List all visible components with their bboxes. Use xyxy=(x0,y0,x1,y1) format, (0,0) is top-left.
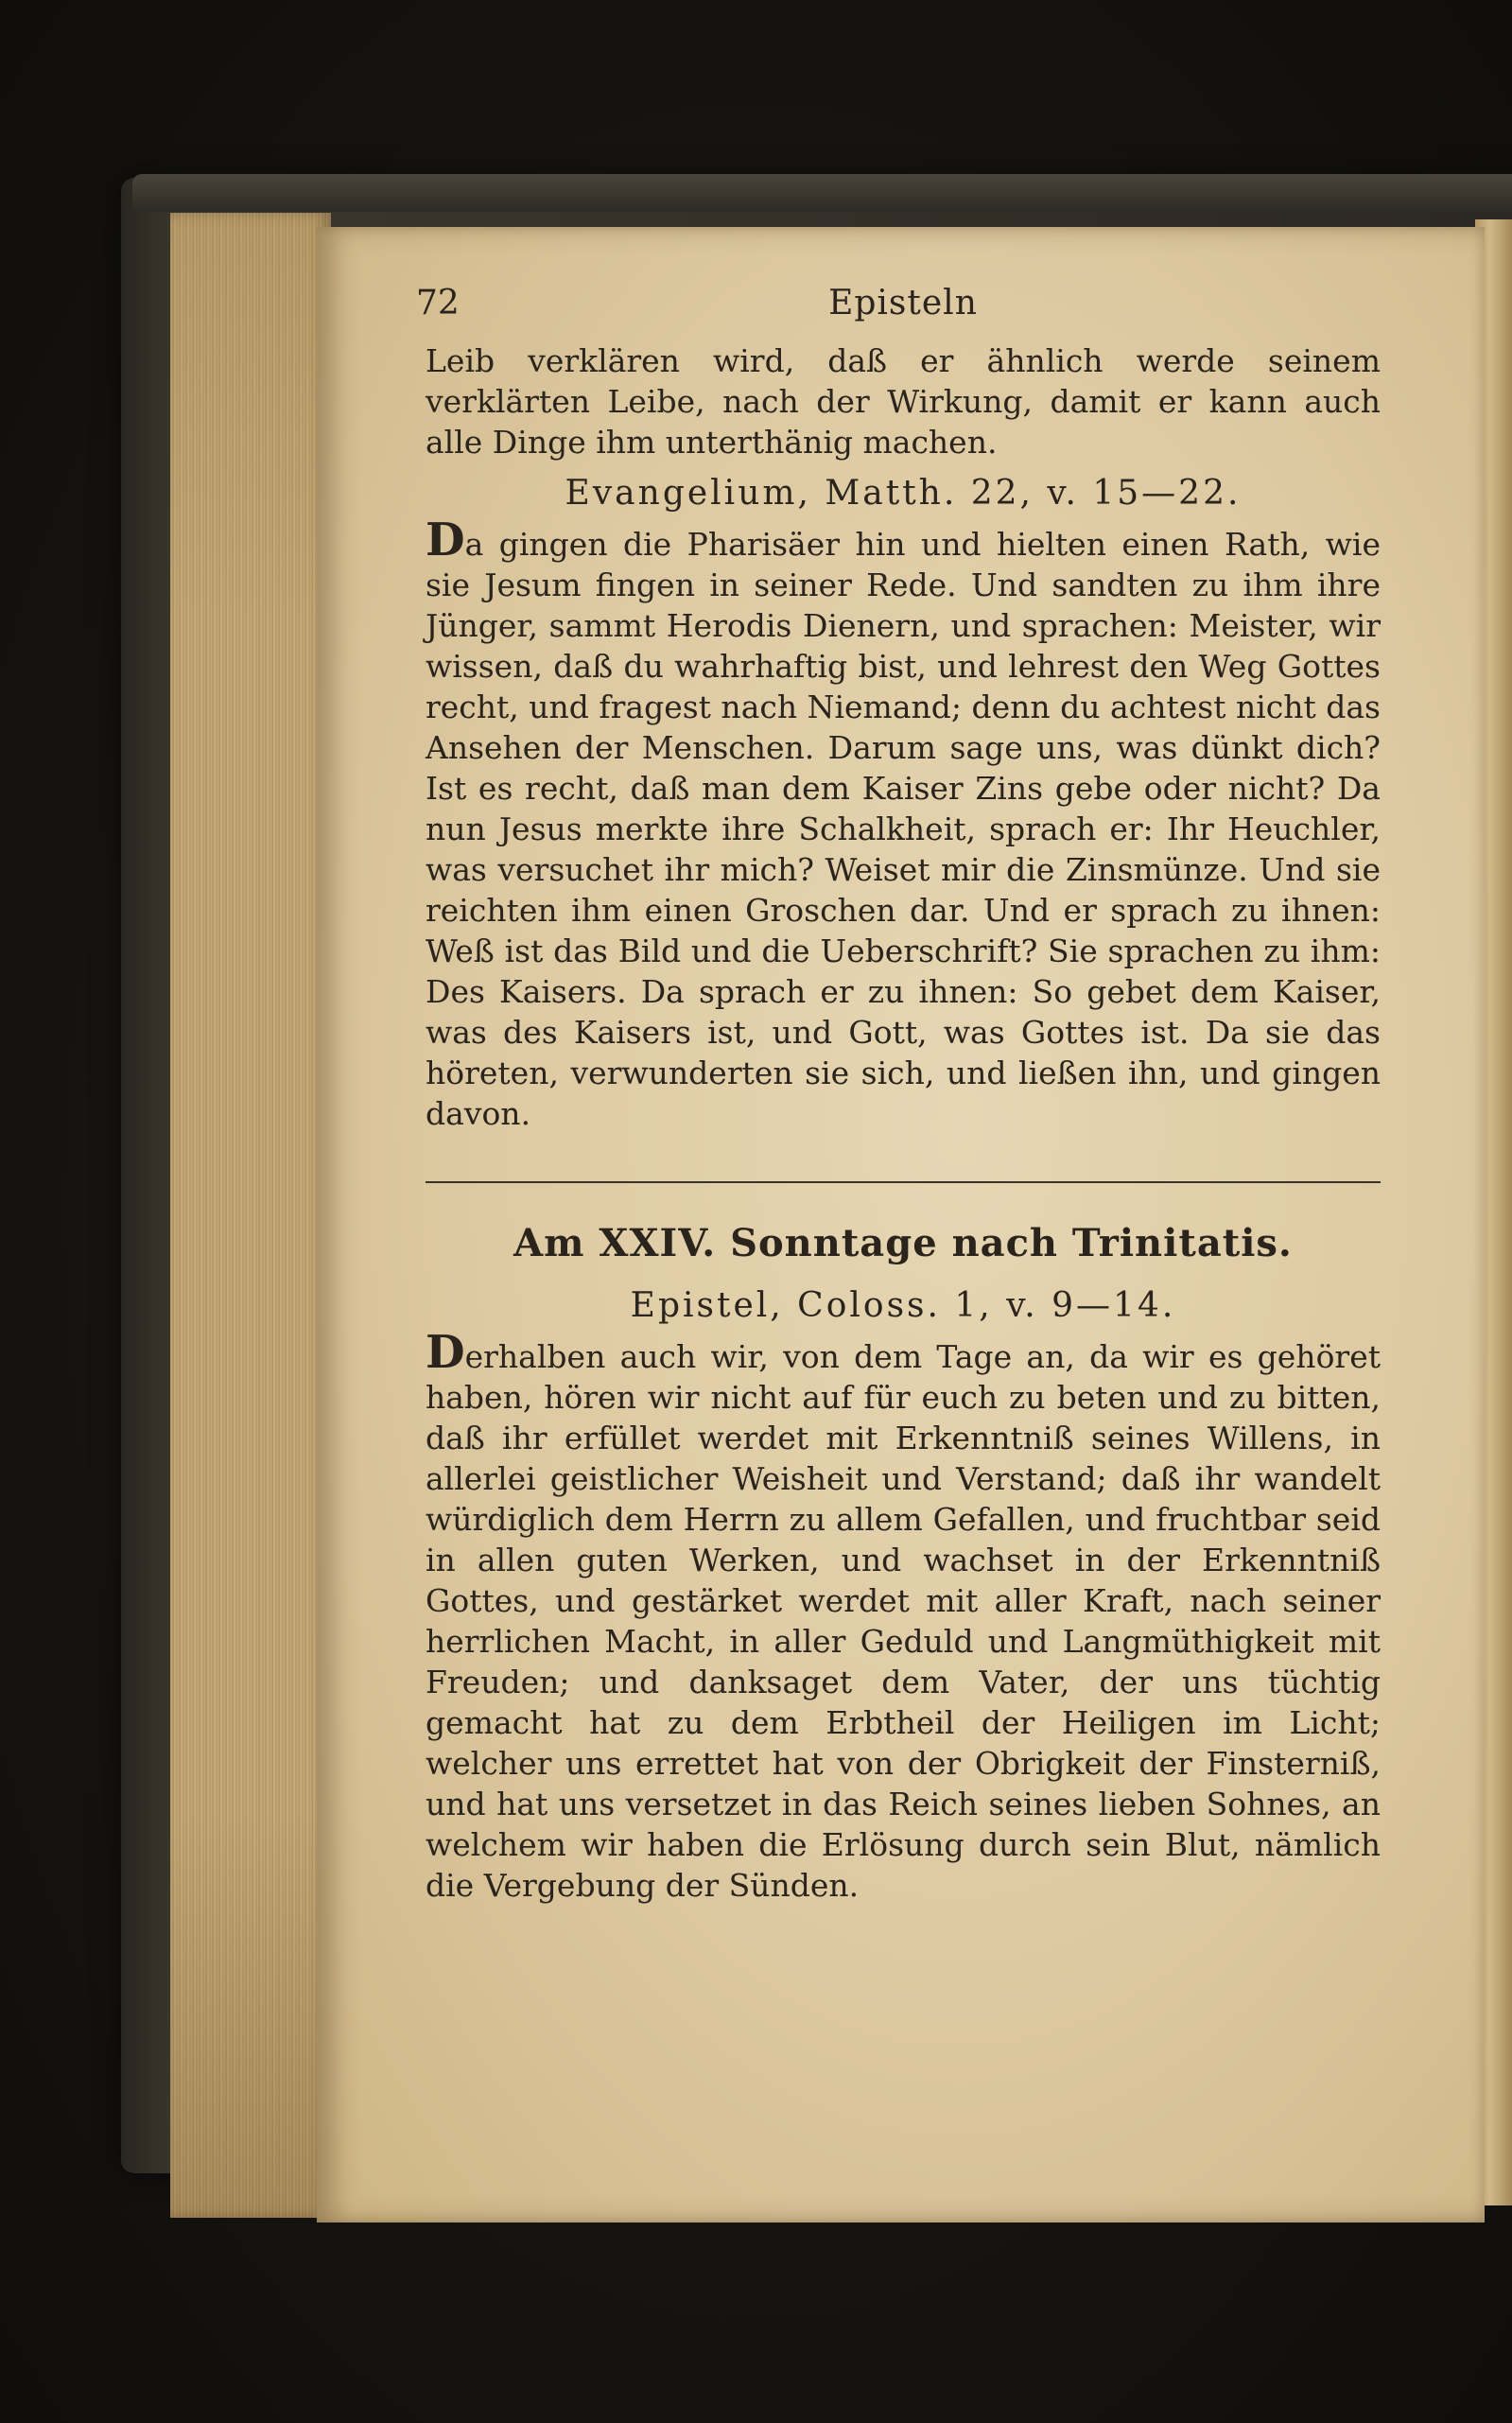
epistle-initial: D xyxy=(426,1326,465,1379)
book-cover-top-edge xyxy=(132,174,1512,212)
gospel-text: a gingen die Pharisäer hin und hielten einen Rath, wie sie Jesum fingen in seiner Rede. Und sandten zu ihm ihre Jünger, sammt Herodis Dienern, und sprachen: Meister, wir wissen, daß du wahrhaftig bist, und lehrest den Weg Gottes recht, und fragest nach Niemand; denn du achtest nicht das Ansehen der Menschen. Darum sage uns, was dünkt dich? Ist es recht, daß man dem Kaiser Zins gebe oder nicht? Da nun Jesus merkte ihre Schalkheit, sprach er: Ihr Heuchler, was versuchet ihr mich? Weiset mir die Zinsmünze. Und sie reichten ihm einen Groschen dar. Und er sprach zu ihnen: Weß ist das Bild und die Ueberschrift? Sie sprachen zu ihm: Des Kaisers. Da sprach er zu ihnen: So gebet dem Kaiser, was des Kaisers ist, und Gott, was Gottes ist. Da sie das höreten, verwunderten sie sich, und ließen ihn, und gingen davon. xyxy=(426,526,1381,1132)
running-head xyxy=(416,284,1381,340)
running-title: Episteln xyxy=(828,284,978,322)
gospel-initial: D xyxy=(426,514,465,567)
gospel-heading: Evangelium, Matth. 22, v. 15—22. xyxy=(565,474,1242,513)
page-number: 72 xyxy=(416,284,460,322)
page-text-block xyxy=(416,284,1381,1906)
epistle-heading: Epistel, Coloss. 1, v. 9—14. xyxy=(630,1286,1176,1325)
sunday-heading: Am XXIV. Sonntage nach Trinitatis. xyxy=(513,1221,1293,1265)
book-page xyxy=(317,227,1485,2223)
page-edges xyxy=(170,213,331,2218)
section-divider xyxy=(426,1181,1381,1183)
intro-paragraph: Leib verklären wird, daß er ähnlich werde seinem verklärten Leibe, nach der Wirkung, damit er kann auch alle Dinge ihm unterthänig machen. xyxy=(426,342,1381,461)
epistle-text: erhalben auch wir, von dem Tage an, da wir es gehöret haben, hören wir nicht auf für euch zu beten und zu bitten, daß ihr erfüllet werdet mit Erkenntniß seines Willens, in allerlei geistlicher Weisheit und Verstand; daß ihr wandelt würdiglich dem Herrn zu allem Gefallen, und fruchtbar seid in allen guten Werken, und wachset in der Erkenntniß Gottes, und gestärket werdet mit aller Kraft, nach seiner herrlichen Macht, in aller Geduld und Langmüthigkeit mit Freuden; und danksaget dem Vater, der uns tüchtig gemacht hat zu dem Erbtheil der Heiligen im Licht; welcher uns errettet hat von der Obrigkeit der Finsterniß, und hat uns versetzet in das Reich seines lieben Sohnes, an welchem wir haben die Erlösung durch sein Blut, nämlich die Vergebung der Sünden. xyxy=(426,1338,1381,1904)
epistle-paragraph xyxy=(426,1326,1381,1906)
gospel-paragraph xyxy=(426,514,1381,1134)
